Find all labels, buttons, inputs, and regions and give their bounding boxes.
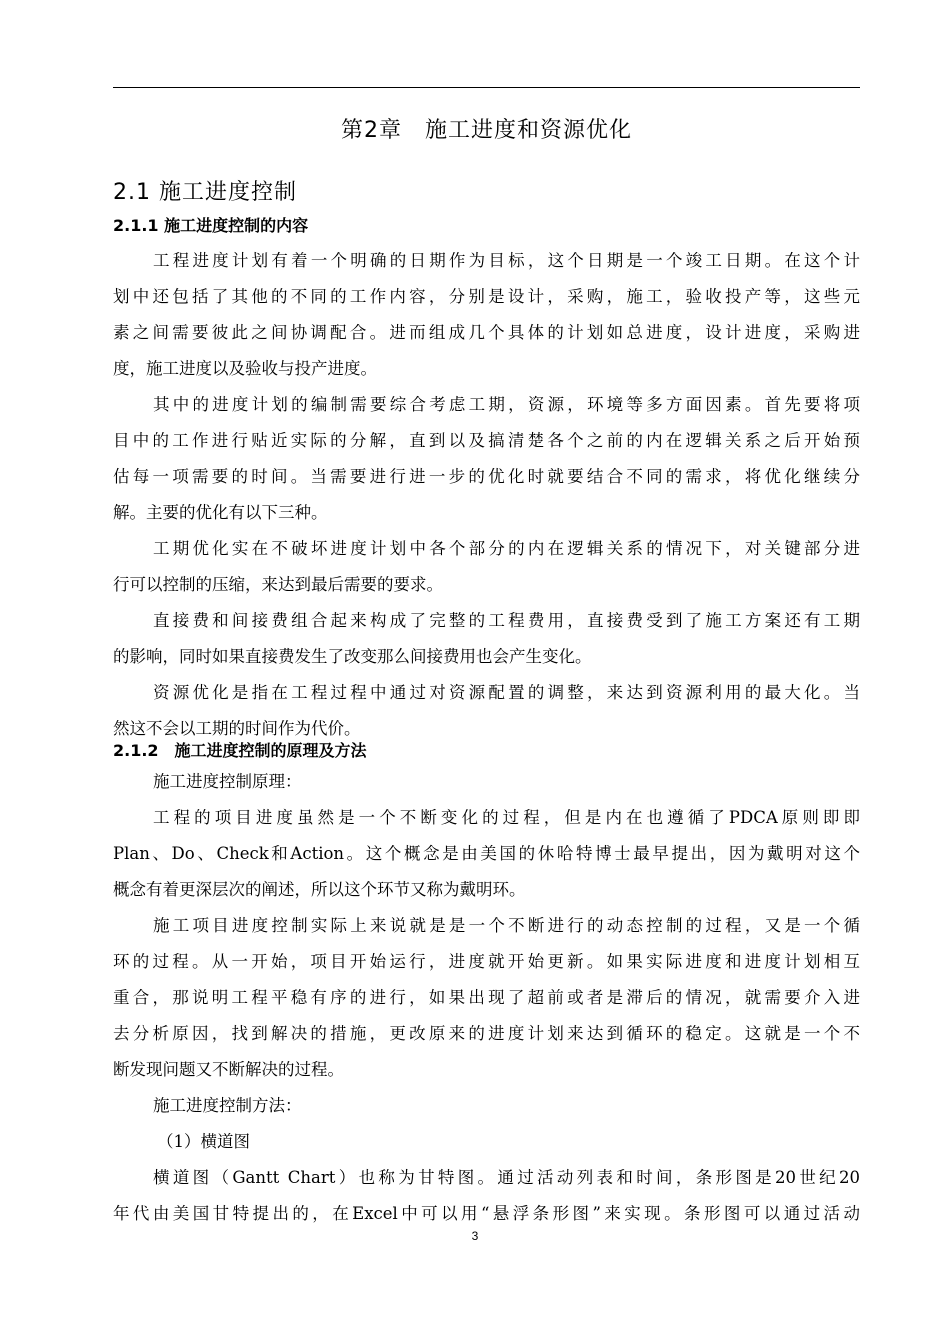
paragraph-line: 断发现问题又不断解决的过程。 — [113, 1060, 344, 1079]
paragraph-line: 目中的工作进行贴近实际的分解，直到以及搞清楚各个之前的内在逻辑关系之后开始预 — [113, 431, 860, 450]
paragraph-line: 工程的项目进度虽然是一个不断变化的过程，但是内在也遵循了PDCA原则即即 — [153, 808, 860, 827]
paragraph-line: 横道图（Gantt Chart）也称为甘特图。通过活动列表和时间，条形图是20世纪20 — [153, 1168, 860, 1187]
paragraph-line: 资源优化是指在工程过程中通过对资源配置的调整，来达到资源利用的最大化。当 — [153, 683, 860, 702]
paragraph-line: 划中还包括了其他的不同的工作内容，分别是设计，采购，施工，验收投产等，这些元 — [113, 287, 860, 306]
list-item: （1）横道图 — [157, 1132, 250, 1151]
paragraph-line: 施工项目进度控制实际上来说就是是一个不断进行的动态控制的过程，又是一个循 — [153, 916, 860, 935]
paragraph-line: 的影响，同时如果直接费发生了改变那么间接费用也会产生变化。 — [113, 647, 592, 666]
subsection-heading-1: 2.1.1 施工进度控制的内容 — [113, 216, 309, 235]
page-number: 3 — [471, 1229, 479, 1243]
paragraph-line: 工程进度计划有着一个明确的日期作为目标，这个日期是一个竣工日期。在这个计 — [153, 251, 860, 270]
paragraph-line: 概念有着更深层次的阐述，所以这个环节又称为戴明环。 — [113, 880, 526, 899]
chapter-title: 第2章 施工进度和资源优化 — [341, 118, 632, 143]
paragraph-line: 然这不会以工期的时间作为代价。 — [113, 719, 361, 738]
paragraph-line: 直接费和间接费组合起来构成了完整的工程费用，直接费受到了施工方案还有工期 — [153, 611, 860, 630]
body-text — [113, 243, 860, 747]
paragraph-line: 施工进度控制方法： — [153, 1096, 302, 1115]
subsection-heading-2: 2.1.2 施工进度控制的原理及方法 — [113, 741, 367, 760]
body-text-2 — [113, 764, 860, 1232]
paragraph-line: 环的过程。从一开始，项目开始运行，进度就开始更新。如果实际进度和进度计划相互 — [113, 952, 860, 971]
paragraph-line: 估每一项需要的时间。当需要进行进一步的优化时就要结合不同的需求，将优化继续分 — [113, 467, 860, 486]
paragraph-line: 解。主要的优化有以下三种。 — [113, 503, 328, 522]
paragraph-line: 素之间需要彼此之间协调配合。进而组成几个具体的计划如总进度，设计进度，采购进 — [113, 323, 860, 342]
paragraph-line: 重合，那说明工程平稳有序的进行，如果出现了超前或者是滞后的情况，就需要介入进 — [113, 988, 860, 1007]
section-heading: 2.1 施工进度控制 — [113, 180, 297, 205]
paragraph-line: 其中的进度计划的编制需要综合考虑工期，资源，环境等多方面因素。首先要将项 — [153, 395, 860, 414]
paragraph-line: 行可以控制的压缩，来达到最后需要的要求。 — [113, 575, 443, 594]
paragraph-line: 年代由美国甘特提出的，在Excel中可以用“悬浮条形图”来实现。条形图可以通过活动 — [113, 1204, 860, 1223]
paragraph-line: 去分析原因，找到解决的措施，更改原来的进度计划来达到循环的稳定。这就是一个不 — [113, 1024, 860, 1043]
paragraph-line: 度，施工进度以及验收与投产进度。 — [113, 359, 377, 378]
header-rule — [113, 87, 860, 88]
paragraph-line: 工期优化实在不破坏进度计划中各个部分的内在逻辑关系的情况下，对关键部分进 — [153, 539, 860, 558]
paragraph-line: Plan、Do、Check和Action。这个概念是由美国的休哈特博士最早提出，因为戴明对这个 — [113, 844, 860, 863]
paragraph-line: 施工进度控制原理： — [153, 772, 302, 791]
